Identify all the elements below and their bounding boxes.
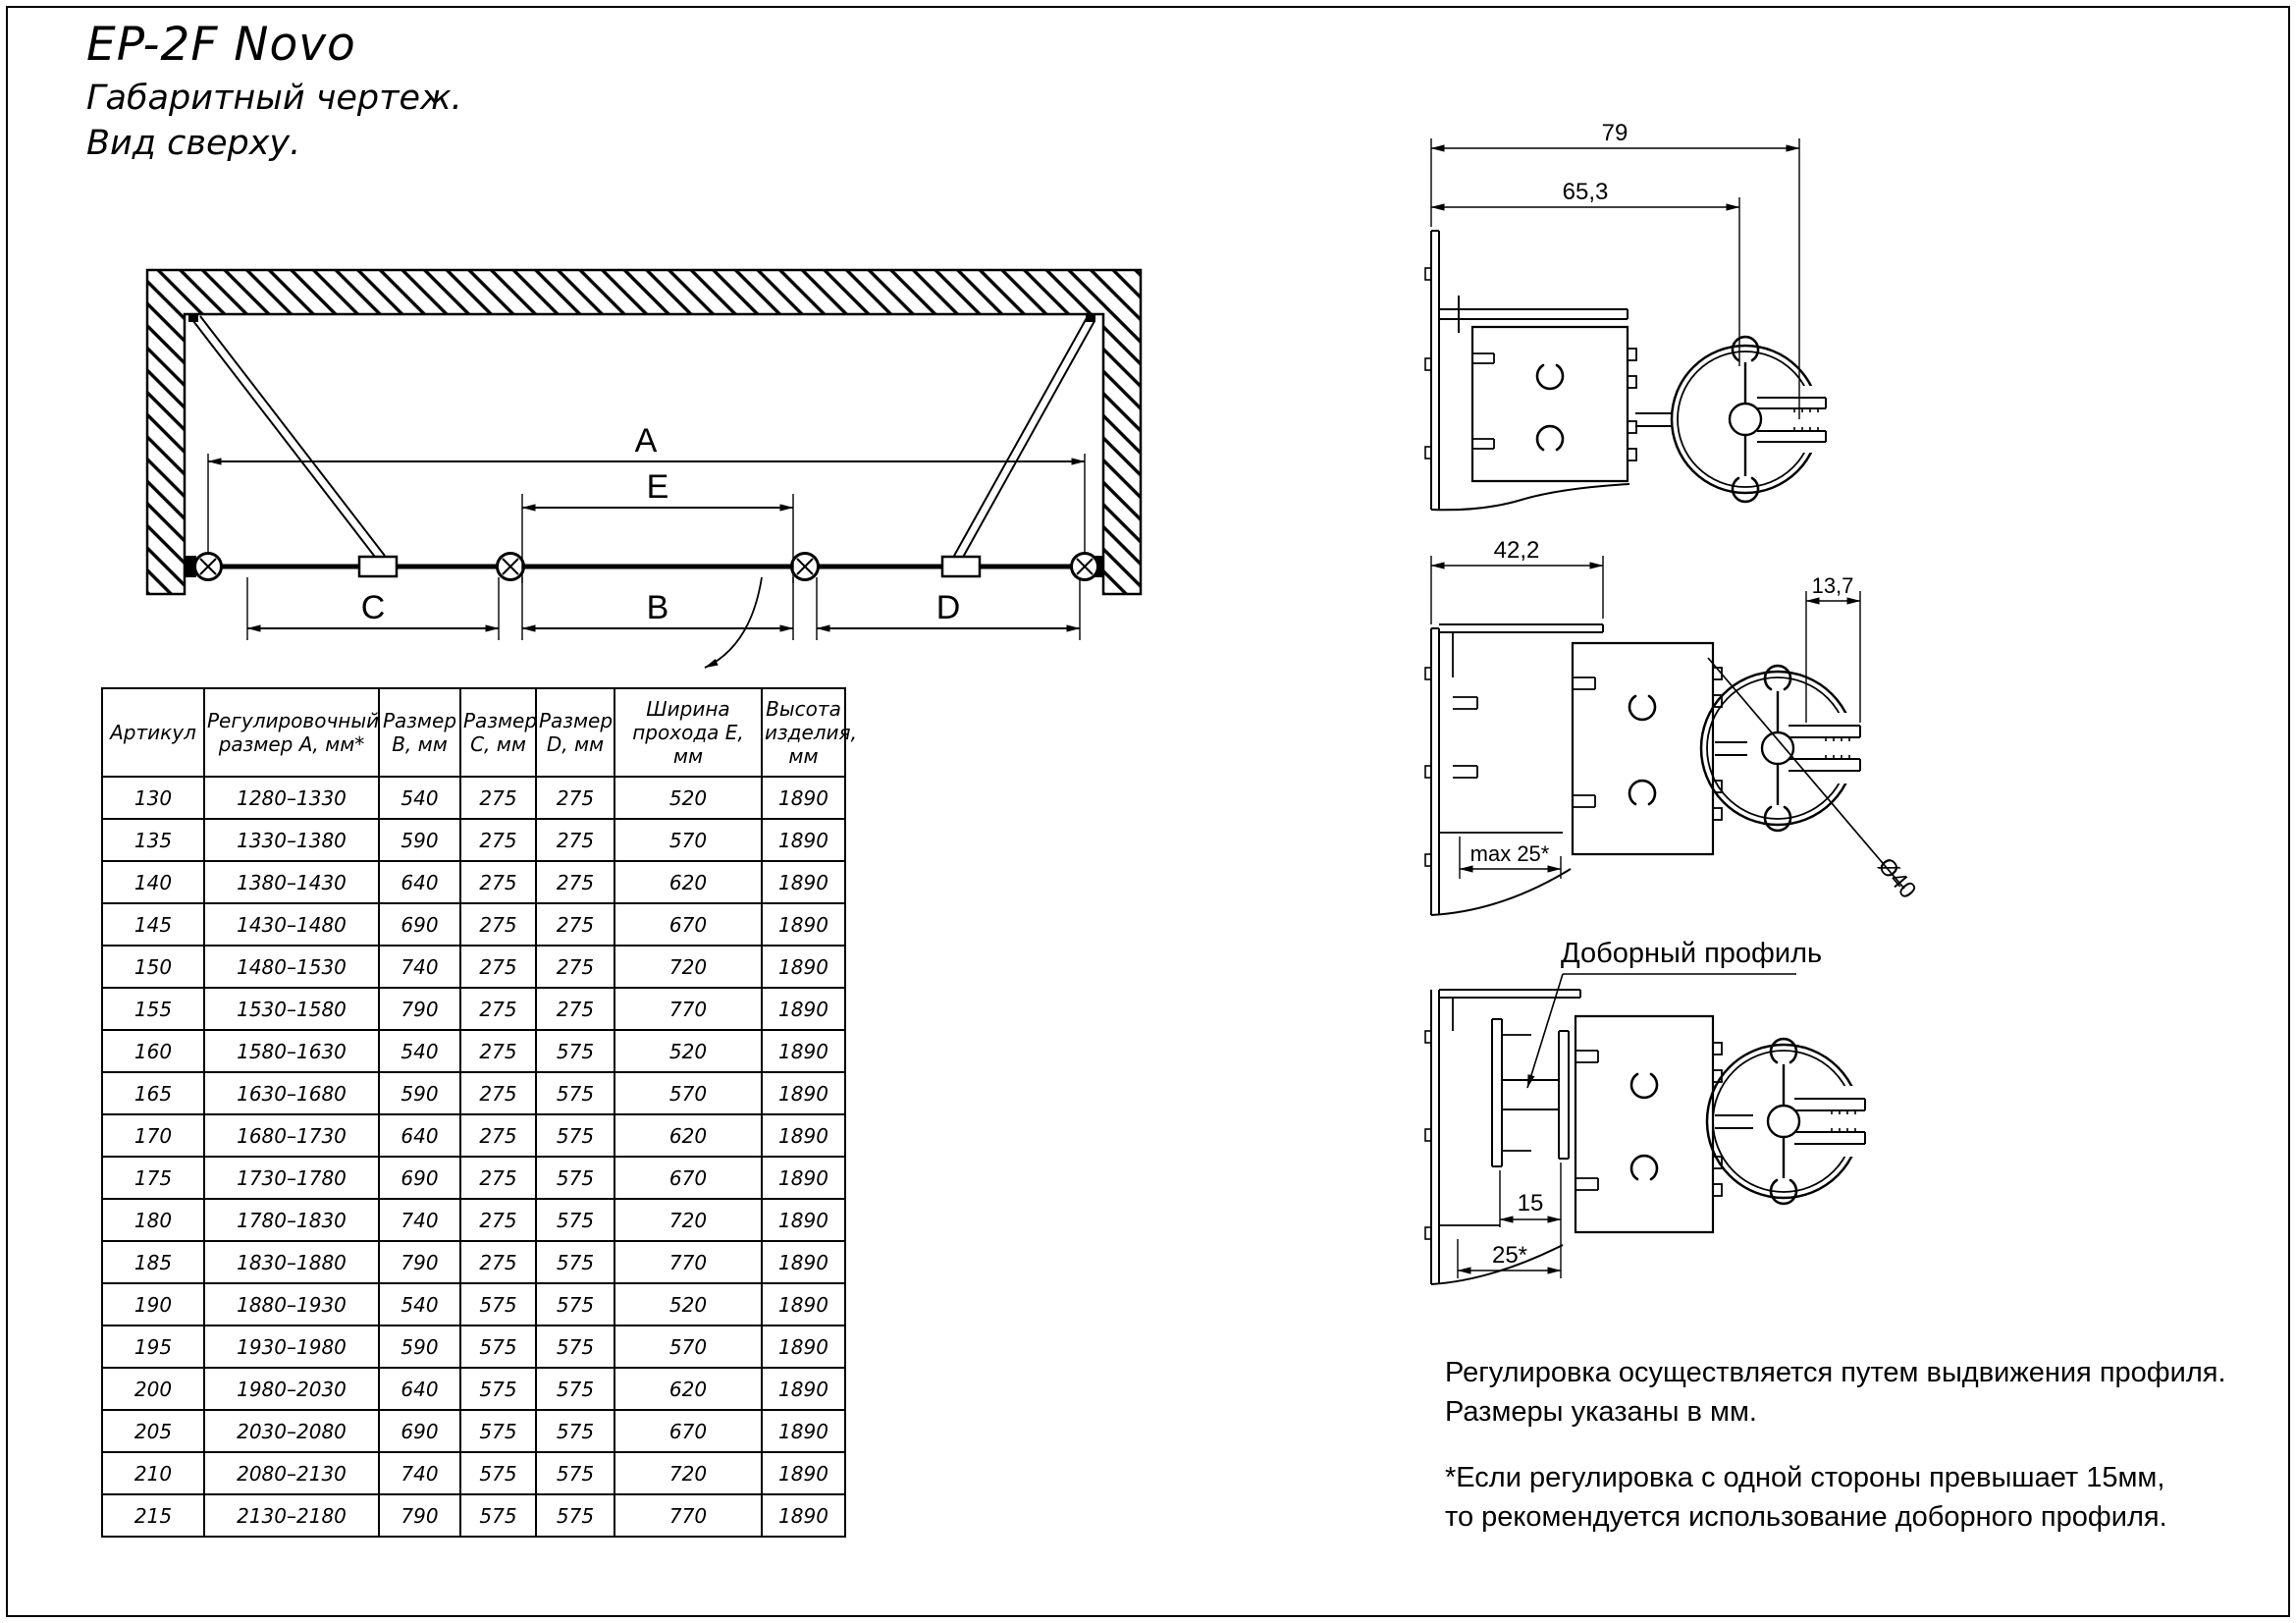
profile-section-extension <box>1414 933 2081 1316</box>
cell-width-e: 620 <box>614 1368 762 1410</box>
cell-articul: 175 <box>102 1157 204 1199</box>
box-profile <box>1575 1016 1722 1232</box>
cell-height: 1890 <box>762 946 845 988</box>
cell-size-b: 540 <box>379 1283 460 1325</box>
cell-height: 1890 <box>762 1410 845 1452</box>
support-strut-left <box>188 313 397 576</box>
cell-height: 1890 <box>762 1325 845 1368</box>
cell-size-c: 275 <box>460 903 536 946</box>
cell-size-a: 1380–1430 <box>204 861 379 903</box>
cell-height: 1890 <box>762 1241 845 1283</box>
column-header-size-b: Размер B, мм <box>379 688 460 777</box>
snap-clip-icon <box>1629 696 1655 720</box>
cell-size-c: 575 <box>460 1494 536 1537</box>
size-table <box>101 687 857 1538</box>
box-profile <box>1472 327 1636 481</box>
cell-width-e: 770 <box>614 1494 762 1537</box>
cell-size-a: 1930–1980 <box>204 1325 379 1368</box>
cell-size-c: 275 <box>460 777 536 819</box>
dimension-13-7 <box>1806 573 1860 723</box>
hinge-icon <box>195 554 222 580</box>
cell-size-c: 575 <box>460 1325 536 1368</box>
dim-label-e: E <box>646 468 669 506</box>
cell-size-a: 1280–1330 <box>204 777 379 819</box>
hinge-icon <box>498 554 524 580</box>
note-adjustment <box>1445 1353 2240 1432</box>
cell-size-d: 575 <box>536 1494 614 1537</box>
cell-size-d: 575 <box>536 1199 614 1241</box>
cell-height: 1890 <box>762 777 845 819</box>
cell-size-b: 790 <box>379 1494 460 1537</box>
cell-width-e: 670 <box>614 1157 762 1199</box>
cell-articul: 140 <box>102 861 204 903</box>
table-row <box>102 1072 845 1114</box>
cell-size-c: 275 <box>460 1241 536 1283</box>
dimension-c <box>247 577 499 640</box>
table-header-row <box>102 688 845 777</box>
pivot-hole <box>1762 732 1793 764</box>
hinge-icon <box>1072 554 1098 580</box>
cell-size-d: 575 <box>536 1410 614 1452</box>
snap-clip-icon <box>1631 1156 1657 1179</box>
cell-articul: 145 <box>102 903 204 946</box>
column-header-size-a: Регулировочный размер А, мм* <box>204 688 379 777</box>
cell-size-c: 275 <box>460 1199 536 1241</box>
cell-size-d: 275 <box>536 988 614 1030</box>
cell-articul: 185 <box>102 1241 204 1283</box>
extension-callout <box>1527 938 1822 1088</box>
cell-articul: 180 <box>102 1199 204 1241</box>
cell-width-e: 620 <box>614 1114 762 1157</box>
dim-label-42-2: 42,2 <box>1493 537 1540 564</box>
table-row <box>102 946 845 988</box>
dim-label-d: D <box>935 589 961 626</box>
cell-size-c: 275 <box>460 1030 536 1072</box>
profile-section-closed <box>1414 103 2061 515</box>
cell-articul: 200 <box>102 1368 204 1410</box>
box-profile <box>1573 643 1722 854</box>
cell-articul: 210 <box>102 1452 204 1494</box>
column-header-width-e: Ширина прохода Е, мм <box>614 688 762 777</box>
table-row <box>102 903 845 946</box>
cell-size-a: 1830–1880 <box>204 1241 379 1283</box>
note-line: Регулировка осуществляется путем выдвижения профиля. <box>1445 1357 2226 1388</box>
cell-width-e: 520 <box>614 1283 762 1325</box>
cell-size-d: 575 <box>536 1452 614 1494</box>
cell-size-a: 1330–1380 <box>204 819 379 861</box>
table-row <box>102 1199 845 1241</box>
cell-height: 1890 <box>762 988 845 1030</box>
table-row <box>102 1157 845 1199</box>
cell-size-b: 690 <box>379 1157 460 1199</box>
cell-size-b: 590 <box>379 1325 460 1368</box>
cell-size-d: 575 <box>536 1072 614 1114</box>
cell-articul: 150 <box>102 946 204 988</box>
table-row <box>102 1368 845 1410</box>
table-row <box>102 861 845 903</box>
dim-label-15: 15 <box>1517 1190 1544 1217</box>
dimension-diameter-40 <box>1708 658 1921 904</box>
wall-profile <box>1425 628 1571 915</box>
snap-clip-icon <box>1733 478 1758 502</box>
cell-height: 1890 <box>762 903 845 946</box>
cell-size-a: 1630–1680 <box>204 1072 379 1114</box>
cell-height: 1890 <box>762 861 845 903</box>
snap-clip-icon <box>1537 365 1563 389</box>
cell-width-e: 720 <box>614 1199 762 1241</box>
cell-size-b: 640 <box>379 1368 460 1410</box>
hinge-icon <box>792 554 819 580</box>
cell-size-c: 275 <box>460 1157 536 1199</box>
page-subtitle-1: Габаритный чертеж. <box>86 79 462 118</box>
note-line: Размеры указаны в мм. <box>1445 1396 1757 1428</box>
note-line: *Если регулировка с одной стороны превышает 15мм, <box>1445 1462 2165 1493</box>
cell-height: 1890 <box>762 1368 845 1410</box>
round-pivot-profile <box>1707 1039 1873 1204</box>
table-row <box>102 1241 845 1283</box>
snap-clip-icon <box>1629 781 1655 804</box>
round-pivot-profile <box>1635 337 1845 502</box>
page-title: EP-2F Novo <box>86 18 356 72</box>
cell-size-a: 1980–2030 <box>204 1368 379 1410</box>
cell-width-e: 570 <box>614 1325 762 1368</box>
cell-size-b: 540 <box>379 777 460 819</box>
cell-size-a: 2030–2080 <box>204 1410 379 1452</box>
cell-size-d: 575 <box>536 1030 614 1072</box>
cell-size-b: 540 <box>379 1030 460 1072</box>
cell-articul: 155 <box>102 988 204 1030</box>
column-header-size-c: Размер C, мм <box>460 688 536 777</box>
extension-profile <box>1492 1019 1569 1166</box>
cell-width-e: 670 <box>614 1410 762 1452</box>
cell-size-a: 2080–2130 <box>204 1452 379 1494</box>
cell-articul: 165 <box>102 1072 204 1114</box>
cell-size-b: 640 <box>379 1114 460 1157</box>
cell-articul: 190 <box>102 1283 204 1325</box>
cell-size-b: 690 <box>379 1410 460 1452</box>
column-header-size-d: Размер D, мм <box>536 688 614 777</box>
cell-size-b: 640 <box>379 861 460 903</box>
table-row <box>102 1325 845 1368</box>
cell-size-a: 1580–1630 <box>204 1030 379 1072</box>
snap-clip-icon <box>1733 337 1758 360</box>
dimension-79 <box>1431 120 1799 419</box>
cell-height: 1890 <box>762 819 845 861</box>
cell-size-a: 1480–1530 <box>204 946 379 988</box>
wall-profile <box>1425 990 1563 1284</box>
cell-size-a: 2130–2180 <box>204 1494 379 1537</box>
dimension-d <box>817 577 1080 640</box>
cell-size-a: 1680–1730 <box>204 1114 379 1157</box>
table-body <box>102 777 845 1537</box>
cell-size-c: 275 <box>460 1072 536 1114</box>
cell-size-b: 740 <box>379 1452 460 1494</box>
cell-size-d: 575 <box>536 1241 614 1283</box>
cell-size-d: 575 <box>536 1368 614 1410</box>
snap-clip-icon <box>1537 426 1563 450</box>
dimension-42-2 <box>1431 537 1603 624</box>
pivot-hole <box>1730 404 1761 435</box>
cell-size-a: 1730–1780 <box>204 1157 379 1199</box>
table-row <box>102 1030 845 1072</box>
cell-size-b: 790 <box>379 1241 460 1283</box>
cell-height: 1890 <box>762 1283 845 1325</box>
cell-width-e: 520 <box>614 1030 762 1072</box>
cell-height: 1890 <box>762 1494 845 1537</box>
cell-size-a: 1780–1830 <box>204 1199 379 1241</box>
cell-articul: 205 <box>102 1410 204 1452</box>
cell-height: 1890 <box>762 1072 845 1114</box>
extension-profile-label: Доборный профиль <box>1561 938 1823 969</box>
cell-articul: 160 <box>102 1030 204 1072</box>
cell-size-c: 275 <box>460 946 536 988</box>
snap-clip-icon <box>1631 1074 1657 1098</box>
dim-label-13-7: 13,7 <box>1811 573 1854 598</box>
table-row <box>102 1283 845 1325</box>
cell-articul: 170 <box>102 1114 204 1157</box>
cell-size-d: 575 <box>536 1283 614 1325</box>
dim-label-d40: Ø40 <box>1872 852 1922 904</box>
support-strut-right <box>942 313 1095 576</box>
cell-size-a: 1530–1580 <box>204 988 379 1030</box>
dimension-b <box>522 577 793 640</box>
cell-size-c: 575 <box>460 1368 536 1410</box>
dimension-25 <box>1458 1239 1561 1278</box>
dim-label-a: A <box>634 422 658 460</box>
cell-width-e: 720 <box>614 946 762 988</box>
dim-label-79: 79 <box>1601 120 1629 146</box>
cell-height: 1890 <box>762 1157 845 1199</box>
cell-height: 1890 <box>762 1452 845 1494</box>
table-row <box>102 777 845 819</box>
dimension-65-3 <box>1431 179 1739 366</box>
cell-size-d: 275 <box>536 903 614 946</box>
cell-size-d: 275 <box>536 861 614 903</box>
cell-size-b: 740 <box>379 946 460 988</box>
cell-size-a: 1880–1930 <box>204 1283 379 1325</box>
cell-height: 1890 <box>762 1199 845 1241</box>
cell-width-e: 770 <box>614 1241 762 1283</box>
cell-width-e: 570 <box>614 1072 762 1114</box>
note-line: то рекомендуется использование доборного профиля. <box>1445 1501 2167 1533</box>
dimension-max-25 <box>1460 837 1561 879</box>
cell-size-b: 790 <box>379 988 460 1030</box>
profile-section-adjusted <box>1414 530 2081 923</box>
cell-height: 1890 <box>762 1030 845 1072</box>
receiving-channel <box>1439 624 1603 833</box>
cell-size-b: 590 <box>379 1072 460 1114</box>
cell-articul: 215 <box>102 1494 204 1537</box>
cell-size-c: 575 <box>460 1452 536 1494</box>
column-header-height: Высота изделия, мм <box>762 688 845 777</box>
notes-block <box>1445 1353 2240 1563</box>
table-row <box>102 1410 845 1452</box>
cell-size-b: 590 <box>379 819 460 861</box>
table-row <box>102 1494 845 1537</box>
cell-articul: 130 <box>102 777 204 819</box>
note-extension-profile <box>1445 1458 2240 1537</box>
top-view-drawing <box>98 177 1158 687</box>
dim-label-max-25: max 25* <box>1469 841 1550 866</box>
cell-articul: 195 <box>102 1325 204 1368</box>
dim-label-c: C <box>360 589 386 626</box>
cell-size-d: 275 <box>536 819 614 861</box>
dim-label-65-3: 65,3 <box>1562 179 1609 205</box>
column-header-articul: Артикул <box>102 688 204 777</box>
table-row <box>102 1114 845 1157</box>
table-row <box>102 819 845 861</box>
cell-size-c: 275 <box>460 988 536 1030</box>
cell-height: 1890 <box>762 1114 845 1157</box>
table-row <box>102 988 845 1030</box>
cell-size-d: 575 <box>536 1114 614 1157</box>
cell-size-c: 275 <box>460 861 536 903</box>
cell-size-d: 275 <box>536 946 614 988</box>
cell-size-b: 740 <box>379 1199 460 1241</box>
cell-size-b: 690 <box>379 903 460 946</box>
cell-width-e: 620 <box>614 861 762 903</box>
cell-size-c: 275 <box>460 819 536 861</box>
cell-width-e: 570 <box>614 819 762 861</box>
cell-size-d: 275 <box>536 777 614 819</box>
cell-width-e: 770 <box>614 988 762 1030</box>
cell-size-a: 1430–1480 <box>204 903 379 946</box>
cell-size-c: 275 <box>460 1114 536 1157</box>
cell-width-e: 670 <box>614 903 762 946</box>
door-swing-arrow <box>705 577 762 668</box>
cell-articul: 135 <box>102 819 204 861</box>
cell-width-e: 720 <box>614 1452 762 1494</box>
wall-profile <box>1425 231 1629 510</box>
door-assembly <box>185 313 1103 668</box>
pivot-hole <box>1768 1106 1799 1137</box>
dim-label-b: B <box>646 589 669 626</box>
cell-width-e: 520 <box>614 777 762 819</box>
cell-size-c: 575 <box>460 1410 536 1452</box>
dim-label-25: 25* <box>1491 1242 1528 1269</box>
cell-size-d: 575 <box>536 1325 614 1368</box>
cell-size-c: 575 <box>460 1283 536 1325</box>
page-subtitle-2: Вид сверху. <box>86 124 301 163</box>
cell-size-d: 575 <box>536 1157 614 1199</box>
table-row <box>102 1452 845 1494</box>
